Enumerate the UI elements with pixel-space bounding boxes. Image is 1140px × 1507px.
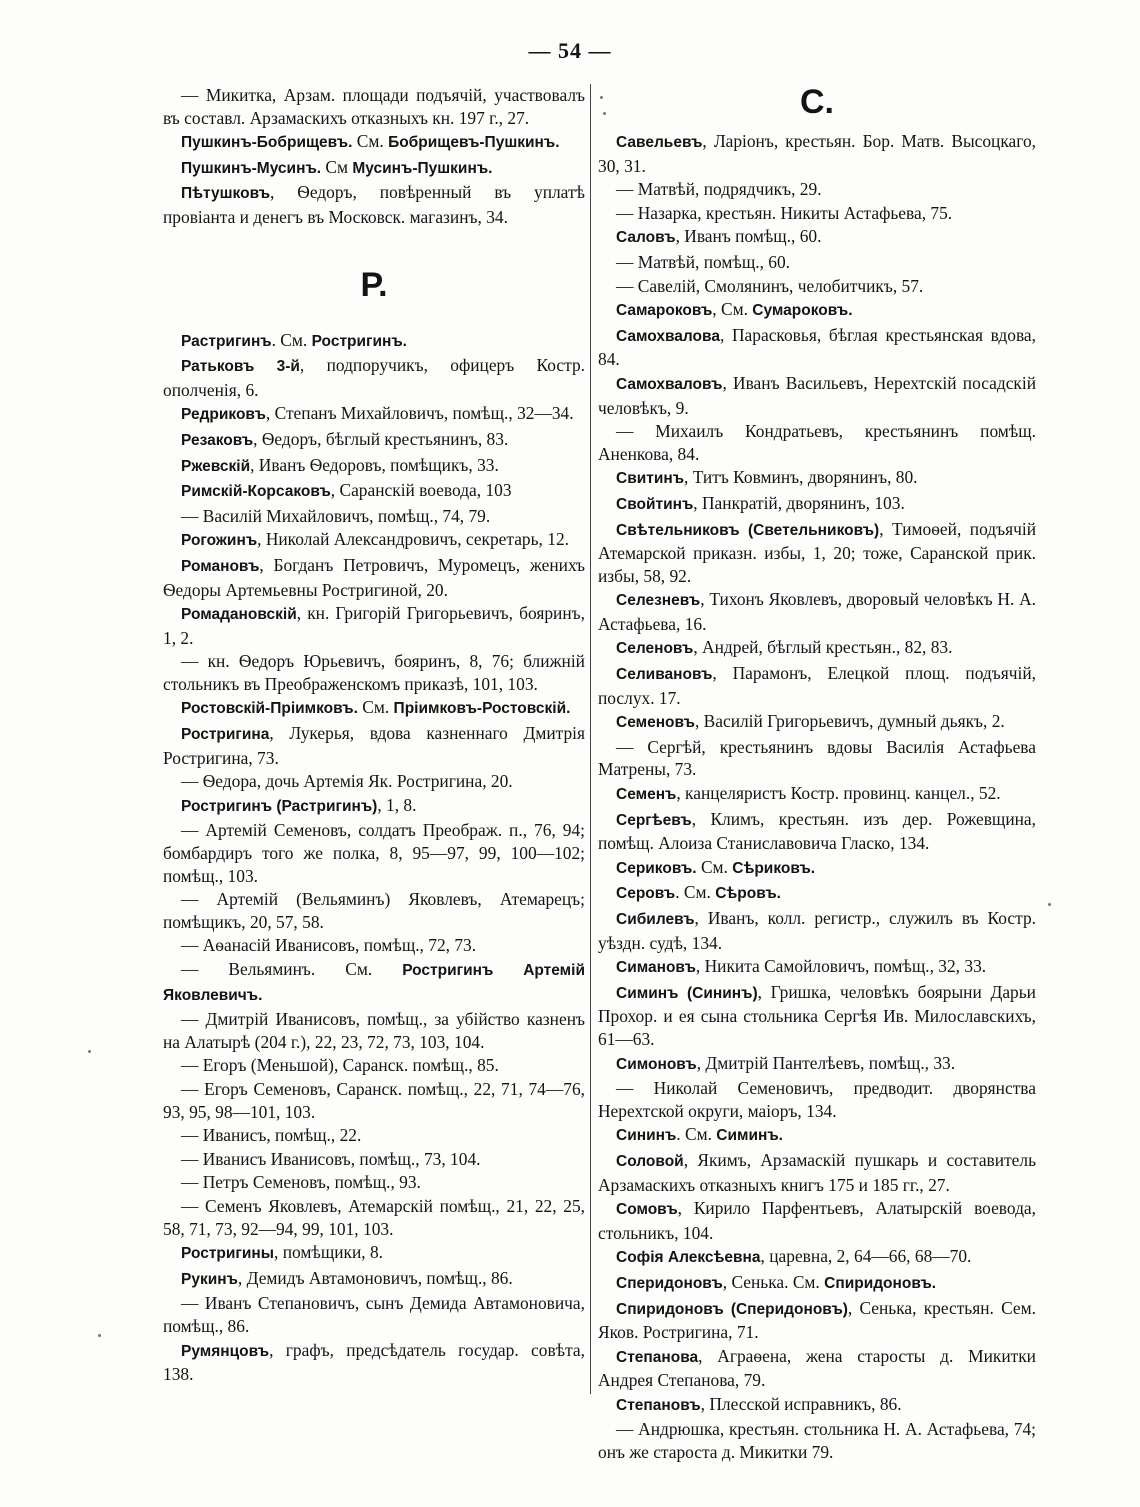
entry-surname: Семеновъ xyxy=(616,714,695,732)
entry-surname: Редриковъ xyxy=(181,406,266,424)
entry-text: , Демидъ Автамоновичъ, помѣщ., 86. xyxy=(237,1267,513,1288)
cross-reference: Симинъ. xyxy=(716,1127,783,1145)
index-entry xyxy=(598,981,1036,1051)
entry-text: , Дмитрій Пантелѣевъ, помѣщ., 33. xyxy=(696,1052,956,1073)
entry-text: , Лукерья, вдова казненнаго Дмитрія Ростригина, 73. xyxy=(163,723,585,768)
index-entry xyxy=(163,181,585,228)
entry-text: , Панкратій, дворянинъ, 103. xyxy=(693,492,905,513)
entry-text: , Сенька, крестьян. Сем. Яков. Ростригина, 71. xyxy=(598,1297,1036,1343)
entry-text: , Сенька. См. xyxy=(722,1271,825,1292)
entry-text: — Артемій (Вельяминъ) Яковлевъ, Атемарецъ; помѣщикъ, 20, 57, 58. xyxy=(163,889,585,932)
entry-surname: Самохваловъ xyxy=(616,375,723,393)
index-entry xyxy=(163,156,585,181)
index-entry xyxy=(598,324,1036,371)
entry-text: , Тимоѳей, подъячій Атемарской приказн. избы, 1, 20; тоже, Саранской прик. избы, 58, 92. xyxy=(598,518,1036,586)
cross-reference: Ростригинъ Артемій Яковлевичъ. xyxy=(163,962,585,1004)
entry-text: . См. xyxy=(676,1124,717,1145)
entry-text: , Плесской исправникъ, 86. xyxy=(700,1393,902,1414)
entry-surname: Спиридоновъ (Сперидоновъ) xyxy=(616,1300,848,1318)
entry-text: , 1, 8. xyxy=(377,794,417,815)
index-entry xyxy=(598,1245,1036,1270)
entry-surname: Софія Алексѣевна xyxy=(616,1249,761,1267)
entry-surname: Саловъ xyxy=(616,229,676,247)
entry-surname: Соловой xyxy=(616,1152,684,1170)
index-entry xyxy=(163,84,585,129)
entry-surname: Семенъ xyxy=(616,786,677,804)
index-entry xyxy=(598,588,1036,635)
index-entry xyxy=(163,650,585,695)
index-entry xyxy=(163,1148,585,1171)
right-column xyxy=(598,84,1036,1465)
index-entry xyxy=(163,1267,585,1292)
entry-surname: Растригинъ xyxy=(181,332,272,350)
index-entry xyxy=(598,298,1036,323)
index-entry xyxy=(598,202,1036,225)
entry-text: , Климъ, крестьян. изъ дер. Рожевщина, помѣщ. Алоиза Станиславовича Гласко, 134. xyxy=(598,808,1036,854)
entry-surname: Ростригина xyxy=(181,726,270,744)
entry-text: , царевна, 2, 64—66, 68—70. xyxy=(760,1246,972,1267)
entry-text: , Василій Григорьевичъ, думный дьякъ, 2. xyxy=(694,711,1005,732)
print-speck xyxy=(1048,903,1051,906)
entry-surname: Сергѣевъ xyxy=(616,811,692,829)
entry-text: См xyxy=(321,156,353,177)
page-number: — 54 — xyxy=(528,38,612,63)
cross-reference: Бобрищевъ-Пушкинъ. xyxy=(388,134,560,152)
print-speck xyxy=(603,112,606,115)
entry-surname: Ржевскій xyxy=(181,457,251,475)
entry-surname: Римскій-Корсаковъ xyxy=(181,483,331,501)
index-entry xyxy=(598,636,1036,661)
index-entry xyxy=(163,888,585,933)
index-entry xyxy=(598,782,1036,807)
print-speck xyxy=(88,1050,91,1053)
index-entry xyxy=(163,1054,585,1077)
entry-text: , Парамонъ, Елецкой площ. подъячій, послух. 17. xyxy=(598,663,1036,708)
print-speck xyxy=(98,1334,101,1337)
entry-surname: Симинъ (Сининъ) xyxy=(616,984,758,1002)
entry-text: — Матвѣй, подрядчикъ, 29. xyxy=(616,179,822,200)
entry-text: — Назарка, крестьян. Никиты Астафьева, 75. xyxy=(616,202,953,223)
index-entry xyxy=(163,934,585,957)
entry-text: — Егоръ (Меньшой), Саранск. помѣщ., 85. xyxy=(181,1055,499,1076)
cross-reference: Мусинъ-Пушкинъ. xyxy=(352,159,493,177)
entry-text: , Иванъ, колл. регистр., служилъ въ Костр. уѣздн. судѣ, 134. xyxy=(598,908,1036,953)
index-entry xyxy=(163,1195,585,1240)
entry-text: — Дмитрій Иванисовъ, помѣщ., за убійство казненъ на Алатырѣ (204 г.), 22, 23, 72, 73, 103, 104. xyxy=(163,1009,585,1052)
index-entry xyxy=(598,736,1036,781)
entry-surname: Серовъ xyxy=(616,885,676,903)
entry-surname: Ратьковъ 3-й xyxy=(181,358,300,376)
index-entry xyxy=(598,1052,1036,1077)
entry-text: , Ѳедоръ, бѣглый крестьянинъ, 83. xyxy=(253,428,509,449)
entry-text: , Аграѳена, жена старосты д. Микитки Андрея Степанова, 79. xyxy=(598,1345,1036,1391)
entry-text: — Егоръ Семеновъ, Саранск. помѣщ., 22, 71, 74—76, 93, 95, 98—101, 103. xyxy=(163,1078,585,1122)
entry-surname: Пушкинъ-Мусинъ. xyxy=(181,159,322,177)
entry-surname: Пушкинъ-Бобрищевъ. xyxy=(181,134,353,152)
entry-text: , Никита Самойловичъ, помѣщ., 32, 33. xyxy=(695,956,987,977)
index-entry xyxy=(598,1393,1036,1418)
entry-surname: Степанова xyxy=(616,1348,699,1366)
entry-surname: Селезневъ xyxy=(616,592,701,610)
index-entry xyxy=(598,492,1036,517)
index-entry xyxy=(163,819,585,887)
index-entry xyxy=(598,372,1036,419)
entry-text: — Сергѣй, крестьянинъ вдовы Василія Астафьева Матрены, 73. xyxy=(598,736,1036,780)
index-entry xyxy=(163,1339,585,1386)
index-entry xyxy=(163,329,585,354)
entry-text: , Иванъ Васильевъ, Нерехтскій посадскій человѣкъ, 9. xyxy=(598,372,1036,418)
entry-surname: Сининъ xyxy=(616,1127,677,1145)
entry-surname: Симановъ xyxy=(616,959,696,977)
index-entry xyxy=(598,856,1036,881)
cross-reference: Ростригинъ. xyxy=(311,332,407,350)
index-entry xyxy=(163,554,585,601)
index-entry xyxy=(598,907,1036,954)
index-entry xyxy=(598,1123,1036,1148)
entry-text: , Гришка, человѣкъ боярыни Дарьи Прохор. и ея сына стольника Сергѣя Ив. Милославскихъ, 61—63. xyxy=(598,981,1036,1049)
entry-text: , Андрей, бѣглый крестьян., 82, 83. xyxy=(693,637,953,658)
entry-text: — Микитка, Арзам. площади подъячій, участвовалъ въ составл. Арзамаскихъ отказныхъ кн. 197 г., 27. xyxy=(163,85,585,128)
index-entry xyxy=(598,1077,1036,1122)
index-entry xyxy=(598,1149,1036,1196)
index-entry xyxy=(163,1008,585,1053)
entry-text: — Андрюшка, крестьян. стольника Н. А. Астафьева, 74; онъ же староста д. Микитки 79. xyxy=(598,1419,1036,1463)
index-entry xyxy=(598,251,1036,274)
entry-text: . См. xyxy=(675,882,716,903)
entry-text: См. xyxy=(357,697,394,718)
entry-surname: Сибилевъ xyxy=(616,911,695,928)
entry-text: — Николай Семеновичъ, предводит. дворянства Нерехтской округи, маіоръ, 134. xyxy=(598,1078,1036,1121)
entry-text: — Василій Михайловичъ, помѣщ., 74, 79. xyxy=(181,505,491,526)
entry-text: — Иванъ Степановичъ, сынъ Демида Автамоновича, помѣщ., 86. xyxy=(163,1293,585,1336)
entry-text: — Иванисъ, помѣщ., 22. xyxy=(181,1125,362,1146)
index-entry xyxy=(163,454,585,479)
entry-text: , графъ, предсѣдатель государ. совѣта, 138. xyxy=(163,1339,585,1385)
entry-text: , Якимъ, Арзамаскій пушкарь и составитель Арзамаскихъ отказныхъ книгъ 175 и 185 гг., 27. xyxy=(598,1149,1036,1195)
entry-text: . См. xyxy=(271,329,312,350)
index-entry xyxy=(598,710,1036,735)
entry-surname: Резаковъ xyxy=(181,431,254,449)
entry-surname: Сомовъ xyxy=(616,1201,678,1219)
entry-text: — Артемій Семеновъ, солдатъ Преображ. п., 76, 94; бомбардиръ того же полка, 8, 95—97, 99, 100—102; помѣщ., 103. xyxy=(163,820,585,886)
entry-surname: Савельевъ xyxy=(616,134,703,151)
index-entry xyxy=(598,1197,1036,1244)
cross-reference: Сумароковъ. xyxy=(752,302,853,320)
index-entry xyxy=(598,1418,1036,1463)
entry-text: — Петръ Семеновъ, помѣщ., 93. xyxy=(181,1172,421,1193)
entry-text: , Степанъ Михайловичъ, помѣщ., 32—34. xyxy=(265,403,574,424)
entry-surname: Свитинъ xyxy=(616,470,685,488)
index-entry xyxy=(163,1124,585,1147)
entry-surname: Симоновъ xyxy=(616,1055,697,1073)
entry-text: , канцеляристъ Костр. провинц. канцел., 52. xyxy=(676,783,1001,804)
index-entry xyxy=(163,402,585,427)
index-entry xyxy=(163,354,585,401)
index-entry xyxy=(163,428,585,453)
section-letter: Р. xyxy=(360,265,388,304)
index-entry xyxy=(163,722,585,769)
entry-text: , Саранскій воевода, 103 xyxy=(330,480,512,501)
index-entry xyxy=(163,1078,585,1123)
entry-surname: Ростригинъ (Растригинъ) xyxy=(181,797,378,815)
index-entry xyxy=(598,1297,1036,1344)
entry-text: , кн. Григорій Григорьевичъ, бояринъ, 1, 2. xyxy=(163,603,585,648)
index-entry xyxy=(598,275,1036,298)
cross-reference: Сѣриковъ. xyxy=(732,859,816,877)
entry-text: , Ларіонъ, крестьян. Бор. Матв. Высоцкаго, 30, 31. xyxy=(598,131,1036,176)
entry-text: — Ѳедора, дочь Артемія Як. Ростригина, 20. xyxy=(181,771,513,792)
column-divider xyxy=(590,84,591,1394)
entry-text: — Савелій, Смолянинъ, челобитчикъ, 57. xyxy=(616,275,924,296)
entry-text: , помѣщики, 8. xyxy=(274,1242,384,1263)
index-entry xyxy=(163,696,585,721)
entry-text: — Аѳанасій Иванисовъ, помѣщ., 72, 73. xyxy=(181,935,477,956)
index-entry xyxy=(598,955,1036,980)
entry-text: , Тихонъ Яковлевъ, дворовый человѣкъ Н. А. Астафьева, 16. xyxy=(598,589,1036,634)
entry-surname: Румянцовъ xyxy=(181,1342,270,1360)
entry-text: — кн. Ѳедоръ Юрьевичъ, бояринъ, 8, 76; ближній стольникъ въ Преображенскомъ приказѣ, 101, 103. xyxy=(163,651,585,694)
print-speck xyxy=(600,96,603,99)
index-entry xyxy=(598,130,1036,177)
entry-text: См. xyxy=(352,131,389,152)
index-entry xyxy=(163,602,585,649)
entry-text: — Иванисъ Иванисовъ, помѣщ., 73, 104. xyxy=(181,1148,481,1169)
entry-surname: Селивановъ xyxy=(616,666,713,684)
entry-text: , Парасковья, бѣглая крестьянская вдова, 84. xyxy=(598,324,1036,370)
index-entry xyxy=(598,466,1036,491)
entry-surname: Сперидоновъ xyxy=(616,1274,723,1292)
index-entry xyxy=(163,958,585,1007)
index-entry xyxy=(598,225,1036,250)
index-entry xyxy=(598,178,1036,201)
cross-reference: Сѣровъ. xyxy=(715,885,781,903)
cross-reference: Спиридоновъ. xyxy=(824,1274,937,1292)
index-entry xyxy=(598,420,1036,465)
index-entry xyxy=(598,808,1036,855)
entry-surname: Пѣтушковъ xyxy=(181,185,271,203)
entry-text: — Семенъ Яковлевъ, Атемарскій помѣщ., 21, 22, 25, 58, 71, 73, 92—94, 99, 101, 103. xyxy=(163,1195,585,1239)
entry-text: , Титъ Ковминъ, дворянинъ, 80. xyxy=(684,467,918,488)
entry-surname: Свѣтельниковъ (Светельниковъ) xyxy=(616,521,880,539)
entry-surname: Селеновъ xyxy=(616,640,694,658)
entry-text: См. xyxy=(696,856,733,877)
entry-text: , Кирило Парфентьевъ, Алатырскій воевода, стольникъ, 104. xyxy=(598,1198,1036,1243)
entry-surname: Рогожинъ xyxy=(181,532,258,550)
index-entry xyxy=(598,662,1036,709)
entry-surname: Ростовскій-Пріимковъ. xyxy=(181,700,358,718)
entry-text: , Николай Александровичъ, секретарь, 12. xyxy=(257,529,569,550)
entry-surname: Рукинъ xyxy=(181,1270,238,1288)
entry-surname: Свойтинъ xyxy=(616,495,694,513)
index-entry xyxy=(598,518,1036,588)
entry-text: — Михаилъ Кондратьевъ, крестьянинъ помѣщ. Аненкова, 84. xyxy=(598,421,1036,464)
left-column xyxy=(163,84,585,1387)
entry-surname: Ромадановскій xyxy=(181,606,297,624)
index-entry xyxy=(163,1241,585,1266)
index-entry xyxy=(598,881,1036,906)
cross-reference: Пріимковъ-Ростовскій. xyxy=(393,700,571,718)
entry-text: , Иванъ помѣщ., 60. xyxy=(675,226,822,247)
entry-text: , подпоручикъ, офицеръ Костр. ополченія, 6. xyxy=(163,355,585,400)
index-entry xyxy=(163,130,585,155)
entry-surname: Сериковъ. xyxy=(616,859,697,877)
entry-text: , Ѳедоръ, повѣренный въ уплатѣ провіанта и денегъ въ Московск. магазинъ, 34. xyxy=(163,182,585,227)
entry-text: , Богданъ Петровичъ, Муромецъ, женихъ Ѳедоры Артемьевны Ростригиной, 20. xyxy=(163,554,585,600)
index-entry xyxy=(163,770,585,793)
entry-text: , Иванъ Ѳедоровъ, помѣщикъ, 33. xyxy=(250,454,499,475)
entry-text: — Матвѣй, помѣщ., 60. xyxy=(616,251,791,272)
section-letter: С. xyxy=(800,83,834,121)
index-entry xyxy=(163,794,585,819)
index-entry xyxy=(163,1171,585,1194)
index-entry xyxy=(163,528,585,553)
entry-surname: Самароковъ xyxy=(616,302,713,320)
index-entry xyxy=(598,1345,1036,1392)
entry-surname: Самохвалова xyxy=(616,327,720,345)
index-entry xyxy=(163,1292,585,1337)
index-entry xyxy=(163,505,585,528)
entry-surname: Степановъ xyxy=(616,1396,701,1414)
entry-text: , См. xyxy=(712,299,753,320)
index-entry xyxy=(598,1271,1036,1296)
entry-text: — Вельяминъ. См. xyxy=(181,959,403,979)
entry-surname: Романовъ xyxy=(181,557,260,575)
index-entry xyxy=(163,479,585,504)
entry-surname: Ростригины xyxy=(181,1245,275,1263)
